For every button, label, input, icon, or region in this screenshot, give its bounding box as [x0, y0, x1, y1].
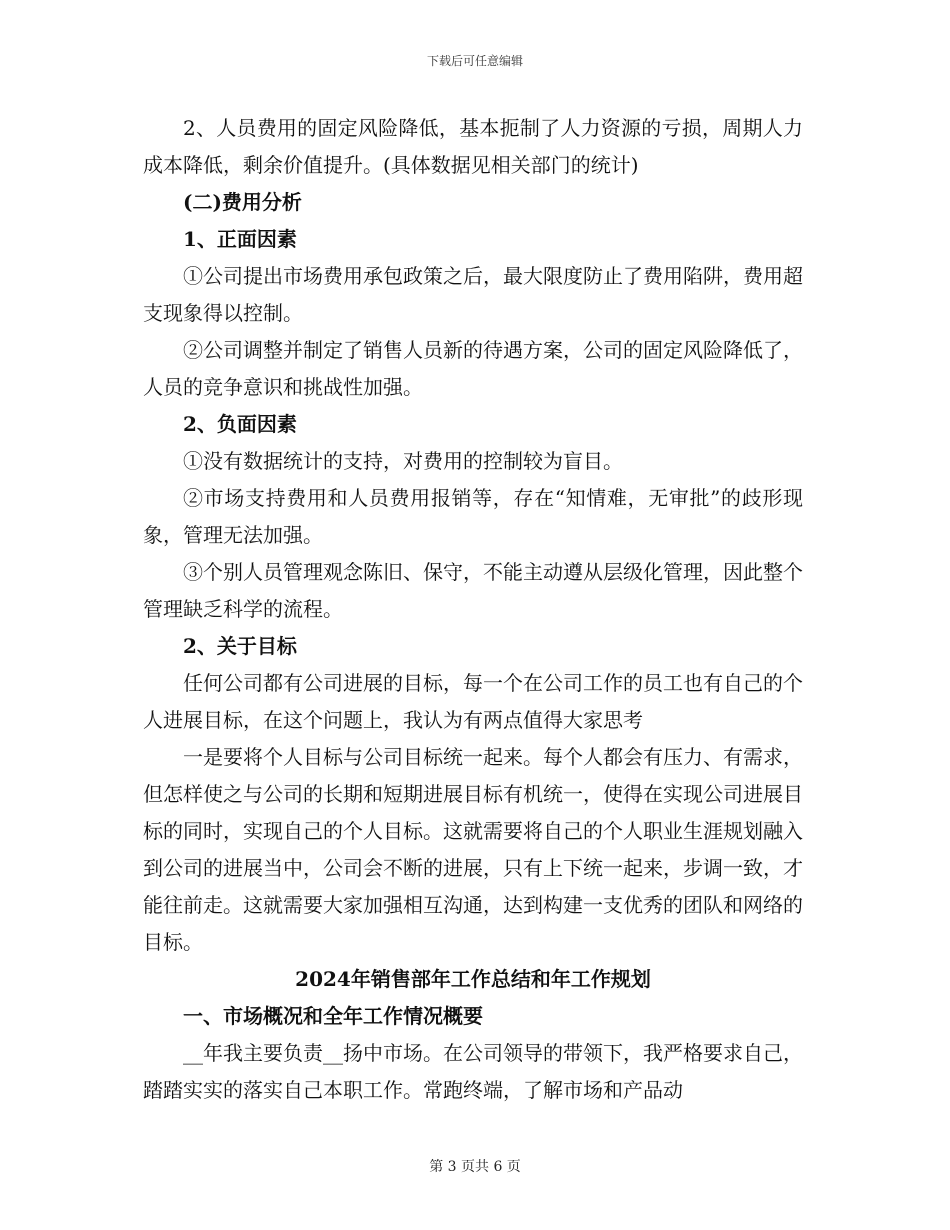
paragraph-negative-2: ②市场支持费用和人员费用报销等，存在“知情难，无审批”的歧形现象，管理无法加强。 [143, 486, 803, 547]
heading-negative-factors: 2、负面因素 [183, 412, 297, 436]
paragraph-negative-1: ①没有数据统计的支持，对费用的控制较为盲目。 [183, 449, 623, 473]
paragraph-personnel-cost: 2、人员费用的固定风险降低，基本扼制了人力资源的亏损，周期人力成本降低，剩余价值提升。(具体数据见相关部门的统计) [143, 116, 803, 177]
paragraph-positive-2: ②公司调整并制定了销售人员新的待遇方案，公司的固定风险降低了，人员的竞争意识和挑战性加强。 [143, 338, 803, 399]
paragraph-goals-intro: 任何公司都有公司进展的目标，每一个在公司工作的员工也有自己的个人进展目标，在这个问题上，我认为有两点值得大家思考 [143, 671, 803, 732]
heading-cost-analysis: (二)费用分析 [183, 190, 302, 214]
paragraph-positive-1: ①公司提出市场费用承包政策之后，最大限度防止了费用陷阱，费用超支现象得以控制。 [143, 264, 803, 325]
heading-about-goals: 2、关于目标 [183, 634, 297, 658]
paragraph-negative-3: ③个别人员管理观念陈旧、保守，不能主动遵从层级化管理，因此整个管理缺乏科学的流程。 [143, 560, 803, 621]
heading-positive-factors: 1、正面因素 [183, 227, 297, 251]
heading-market-overview: 一、市场概况和全年工作情况概要 [183, 1004, 483, 1028]
page-number: 第 3 页共 6 页 [429, 1159, 521, 1175]
paragraph-goals-unify: 一是要将个人目标与公司目标统一起来。每个人都会有压力、有需求，但怎样使之与公司的长期和短期进展目标有机统一，使得在实现公司进展目标的同时，实现自己的个人目标。这就需要将自己的个人职业生涯规划融入到公司的进展当中，公司会不断的进展，只有上下统一起来，步调一致，才能往前走。这就需要大家加强相互沟通，达到构建一支优秀的团队和网络的目标。 [143, 745, 803, 954]
section-title: 2024年销售部年工作总结和年工作规划 [295, 967, 651, 991]
document-body [143, 110, 803, 1109]
paragraph-market-overview: __年我主要负责__扬中市场。在公司领导的带领下，我严格要求自己，踏踏实实的落实自己本职工作。常跑终端，了解市场和产品动 [143, 1041, 803, 1102]
page-header: 下载后可任意编辑 [426, 54, 523, 68]
